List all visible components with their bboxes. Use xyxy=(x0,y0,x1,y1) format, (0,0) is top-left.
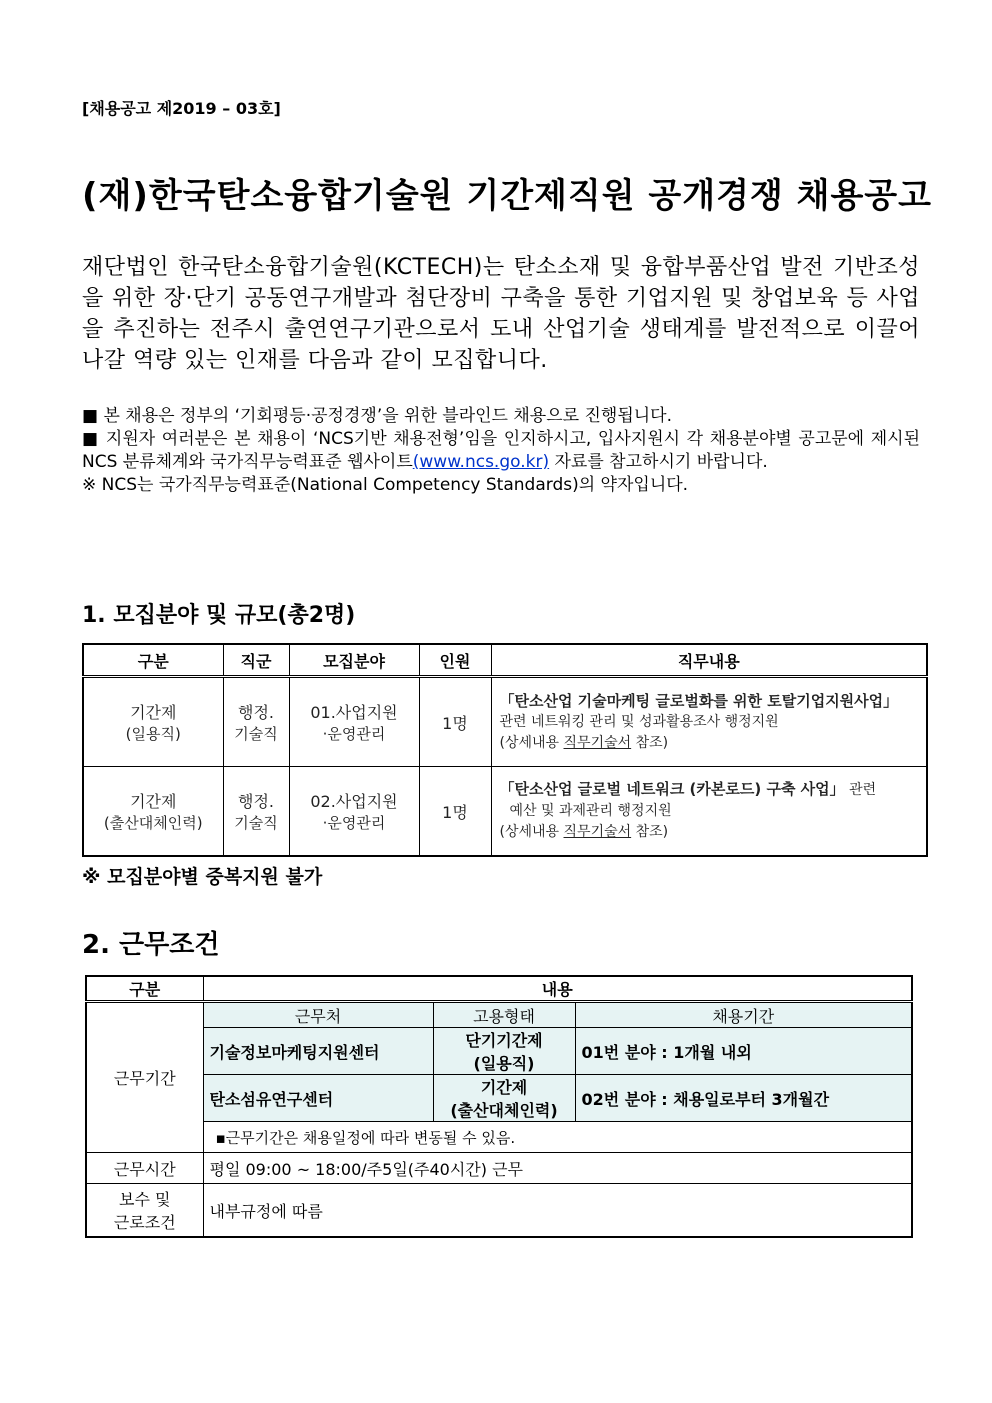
table-row xyxy=(83,677,927,767)
field-label: 01.사업지원 xyxy=(310,703,398,722)
duty-cell xyxy=(491,677,927,767)
type-label: 기간제 xyxy=(130,792,177,811)
type-cell xyxy=(83,677,223,767)
pay-label-cell xyxy=(86,1184,203,1238)
place-cell: 탄소섬유연구센터 xyxy=(203,1075,433,1122)
duty-reference xyxy=(500,733,919,754)
header-field: 모집분야 xyxy=(289,644,419,677)
header-category: 구분 xyxy=(83,644,223,677)
count-cell: 1명 xyxy=(419,767,491,857)
hours-value: 평일 09:00 ~ 18:00/주5일(주40시간) 근무 xyxy=(203,1153,912,1184)
type-label: 기간제 xyxy=(130,703,177,722)
type-sub-label: (출산대체인력) xyxy=(103,814,203,832)
job-description-link[interactable]: 직무기술서 xyxy=(563,734,632,751)
term-cell: 02번 분야 : 채용일로부터 3개월간 xyxy=(575,1075,912,1122)
pay-label-sub: 근로조건 xyxy=(113,1213,176,1232)
group-sub-label: 기술직 xyxy=(234,725,278,743)
section1-heading: 1. 모집분야 및 규모(총2명) xyxy=(82,603,356,628)
emp-label: 단기기간제 xyxy=(465,1031,543,1050)
emp-label: 기간제 xyxy=(480,1078,528,1097)
group-cell xyxy=(223,677,289,767)
type-cell xyxy=(83,767,223,857)
duty-title: 「탄소산업 기술마케팅 글로벌화를 위한 토탈기업지원사업」 xyxy=(499,691,899,710)
duplicate-application-note: ※ 모집분야별 중복지원 불가 xyxy=(82,866,323,888)
sub-header-place: 근무처 xyxy=(203,1002,433,1028)
pay-label: 보수 및 xyxy=(119,1190,171,1209)
field-cell xyxy=(289,677,419,767)
emp-sub-label: (일용직) xyxy=(473,1054,535,1073)
period-label: 근무기간 xyxy=(86,1002,203,1153)
table-row xyxy=(83,767,927,857)
duty-detail: 관련 네트워킹 관리 및 성과활용조사 행정지원 xyxy=(499,713,779,730)
term-cell: 01번 분야 : 1개월 내외 xyxy=(575,1028,912,1075)
working-conditions-table xyxy=(85,975,913,1238)
ncs-note xyxy=(82,428,920,474)
emp-cell xyxy=(433,1075,575,1122)
table-row xyxy=(86,1075,912,1122)
header-group: 직군 xyxy=(223,644,289,677)
pay-value: 내부규정에 따름 xyxy=(203,1184,912,1238)
hours-row xyxy=(86,1153,912,1184)
ncs-website-link[interactable]: (www.ncs.go.kr) xyxy=(412,452,550,472)
header-category: 구분 xyxy=(86,976,203,1002)
type-sub-label: (일용직) xyxy=(125,725,181,743)
group-label: 행정. xyxy=(238,703,274,722)
ref-text-end: 참조) xyxy=(631,734,669,751)
page-title: (재)한국탄소융합기술원 기간제직원 공개경쟁 채용공고 xyxy=(82,176,932,216)
ncs-note-text-end: 자료를 참고하시기 바랍니다. xyxy=(549,452,768,472)
group-label: 행정. xyxy=(238,792,274,811)
duty-detail: 예산 및 과제관리 행정지원 xyxy=(509,803,672,819)
table-row xyxy=(86,1028,912,1075)
ref-text-end: 참조) xyxy=(631,824,669,840)
ref-text: (상세내용 xyxy=(499,824,564,840)
field-sub-label: ·운영관리 xyxy=(322,814,386,832)
field-cell xyxy=(289,767,419,857)
count-cell: 1명 xyxy=(419,677,491,767)
notes-block xyxy=(82,405,920,497)
notice-number: [채용공고 제2019 – 03호] xyxy=(82,99,281,118)
duty-title-suffix: 관련 xyxy=(844,782,877,798)
table-header-row xyxy=(86,976,912,1002)
pay-row xyxy=(86,1184,912,1238)
ncs-note-text: ■ 지원자 여러분은 본 채용이 ‘NCS기반 채용전형’임을 인지하시고, 입사지원시 각 채용분야별 공고문에 제시된 NCS 분류체계와 국가직무능력표준 웹사이트 xyxy=(82,429,920,472)
header-content: 내용 xyxy=(203,976,912,1002)
recruitment-table xyxy=(82,643,928,857)
sub-header-emp: 고용형태 xyxy=(433,1002,575,1028)
field-label: 02.사업지원 xyxy=(310,792,398,811)
emp-cell xyxy=(433,1028,575,1075)
emp-sub-label: (출산대체인력) xyxy=(450,1101,558,1120)
place-cell: 기술정보마케팅지원센터 xyxy=(203,1028,433,1075)
ref-text: (상세내용 xyxy=(499,734,564,751)
duty-title-line xyxy=(500,779,919,801)
section2-heading: 2. 근무조건 xyxy=(82,930,220,960)
sub-header-row xyxy=(86,1002,912,1028)
intro-paragraph: 재단법인 한국탄소융합기술원(KCTECH)는 탄소소재 및 융합부품산업 발전 기반조성을 위한 장·단기 공동연구개발과 첨단장비 구축을 통한 기업지원 및 창업보육 등 사업을 추진하는 전주시 출연연구기관으로서 도내 산업기술 생태계를 발전적으로 이끌어 나갈 역량 있는 인재를 다음과 같이 모집합니다. xyxy=(82,255,920,373)
ncs-abbrev-note: ※ NCS는 국가직무능력표준(National Competency Standards)의 약자입니다. xyxy=(82,475,689,495)
header-count: 인원 xyxy=(419,644,491,677)
job-description-link[interactable]: 직무기술서 xyxy=(563,824,632,840)
field-sub-label: ·운영관리 xyxy=(322,725,386,743)
period-note: ▪근무기간은 채용일정에 따라 변동될 수 있음. xyxy=(203,1122,912,1153)
hours-label: 근무시간 xyxy=(86,1153,203,1184)
header-duty: 직무내용 xyxy=(491,644,927,677)
sub-header-term: 채용기간 xyxy=(575,1002,912,1028)
duty-title: 「탄소산업 글로벌 네트워크 (카본로드) 구축 사업」 xyxy=(499,780,845,798)
duty-cell xyxy=(491,767,927,857)
duty-reference xyxy=(500,822,919,843)
period-note-row xyxy=(86,1122,912,1153)
blind-hiring-note: ■ 본 채용은 정부의 ‘기회평등·공정경쟁’을 위한 블라인드 채용으로 진행됩니다. xyxy=(82,406,672,426)
table-header-row xyxy=(83,644,927,677)
group-sub-label: 기술직 xyxy=(234,814,278,832)
group-cell xyxy=(223,767,289,857)
